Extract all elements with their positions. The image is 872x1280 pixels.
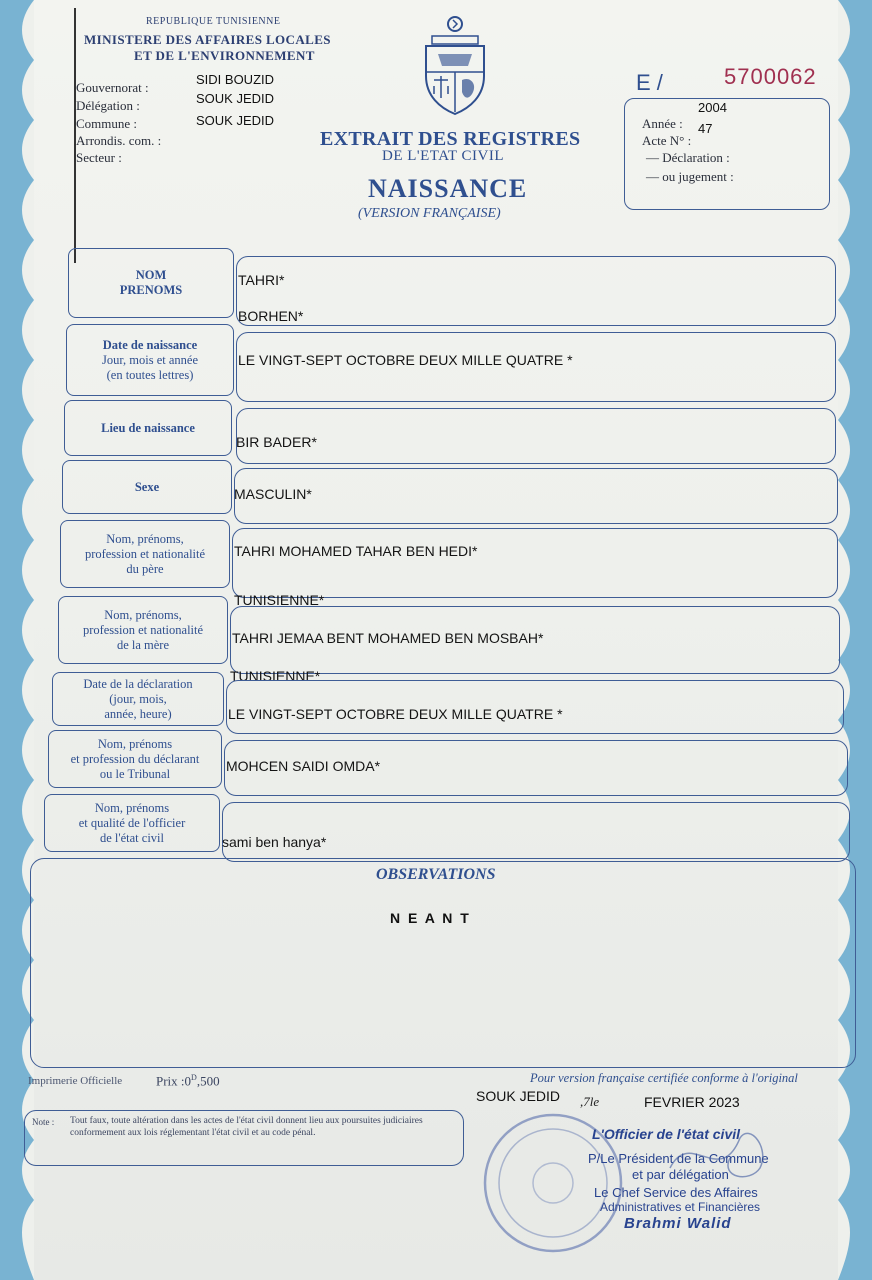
observations-box xyxy=(30,858,856,1068)
declarant-label-box xyxy=(48,730,222,788)
lieu-label: Lieu de naissance xyxy=(101,420,195,435)
day-value: ,7le xyxy=(580,1094,600,1109)
date-naissance-label: Date de naissance xyxy=(102,337,198,352)
place-value: SOUK JEDID xyxy=(476,1088,561,1104)
nom-label: NOM xyxy=(135,268,167,282)
republique-label: REPUBLIQUE TUNISIENNE xyxy=(146,16,281,27)
observations-title: OBSERVATIONS xyxy=(376,866,496,883)
left-security-border xyxy=(0,0,34,1280)
pere-value-box xyxy=(232,528,838,598)
ministere-line1: MINISTERE DES AFFAIRES LOCALES xyxy=(84,32,331,47)
right-security-border xyxy=(838,0,872,1280)
title-extrait: EXTRAIT DES REGISTRES xyxy=(320,128,581,150)
officier-value-box xyxy=(222,802,850,862)
title-etat-civil: DE L'ETAT CIVIL xyxy=(382,148,505,164)
legal-note-label: Note : xyxy=(32,1117,55,1127)
stamp-line-2: et par délégation xyxy=(632,1167,729,1182)
date-naissance-sublabel-1: Jour, mois et année xyxy=(101,352,198,367)
officier-label-1: Nom, prénoms xyxy=(94,800,170,815)
date-naissance-value: LE VINGT-SEPT OCTOBRE DEUX MILLE QUATRE * xyxy=(238,352,573,368)
sexe-label-box xyxy=(62,460,232,514)
registry-number: 5700062 xyxy=(724,64,817,89)
declaration-label-box xyxy=(52,672,224,726)
lieu-value-box xyxy=(236,408,836,464)
annee-label: Année : xyxy=(642,116,683,131)
pere-nationalite: TUNISIENNE* xyxy=(234,592,325,608)
declaration-label-2: (jour, mois, xyxy=(109,691,167,706)
delegation-value: SOUK JEDID xyxy=(196,91,275,106)
officier-value: sami ben hanya* xyxy=(222,834,327,850)
month-year-value: FEVRIER 2023 xyxy=(644,1094,740,1110)
sexe-value: MASCULIN* xyxy=(234,486,312,502)
mere-label-box xyxy=(58,596,228,664)
legal-note-text: Tout faux, toute altération dans les actes de l'état civil donnent lieu aux poursuites judiciaires conformement aux lois réglementant l'état civil et au code pénal. xyxy=(70,1116,423,1138)
nom-label-box xyxy=(68,248,234,318)
gouvernorat-value: SIDI BOUZID xyxy=(196,72,275,87)
pere-label-1: Nom, prénoms, xyxy=(106,531,184,546)
lieu-label-box xyxy=(64,400,232,456)
mere-label-1: Nom, prénoms, xyxy=(104,607,182,622)
declarant-label-3: ou le Tribunal xyxy=(99,766,171,781)
declarant-label-2: et profession du déclarant xyxy=(70,751,200,766)
gouvernorat-label: Gouvernorat : xyxy=(76,80,149,95)
prix-sup: D xyxy=(191,1073,197,1082)
registry-prefix: E / xyxy=(636,70,663,95)
officier-label-3: de l'état civil xyxy=(99,830,165,845)
observations-value: N E A N T xyxy=(390,910,471,926)
nom-value: TAHRI* xyxy=(238,272,285,288)
annee-value: 2004 xyxy=(698,100,727,115)
pere-label-3: du père xyxy=(126,561,164,576)
imprimerie-label: Imprimerie Officielle xyxy=(28,1075,123,1087)
pere-label-2: profession et nationalité xyxy=(84,546,206,561)
lieu-value: BIR BADER* xyxy=(236,434,317,450)
prix-label xyxy=(156,1073,220,1089)
mere-label-3: de la mère xyxy=(116,637,170,652)
declarant-label-1: Nom, prénoms xyxy=(97,736,173,751)
mere-nationalite: TUNISIENNE* xyxy=(230,668,321,684)
stamp-line-1: P/Le Président de la Commune xyxy=(588,1151,769,1166)
pere-value: TAHRI MOHAMED TAHAR BEN HEDI* xyxy=(234,543,478,559)
prix-rest: ,500 xyxy=(196,1073,220,1089)
stamp-line-4: Administratives et Financières xyxy=(600,1200,761,1214)
declaration-value: LE VINGT-SEPT OCTOBRE DEUX MILLE QUATRE * xyxy=(228,706,563,722)
prenom-value: BORHEN* xyxy=(238,308,304,324)
date-naissance-sublabel-2: (en toutes lettres) xyxy=(106,367,194,382)
title-naissance: NAISSANCE xyxy=(368,174,528,203)
commune-value: SOUK JEDID xyxy=(196,113,275,128)
acte-value: 47 xyxy=(698,121,713,136)
commune-label: Commune : xyxy=(76,116,138,131)
declaration-label: — Déclaration : xyxy=(646,150,730,165)
declaration-label-1: Date de la déclaration xyxy=(83,676,193,691)
stamp-name: Brahmi Walid xyxy=(624,1215,732,1232)
pere-label-box xyxy=(60,520,230,588)
officier-label-2: et qualité de l'officier xyxy=(78,815,186,830)
nom-value-box xyxy=(236,256,836,326)
sexe-value-box xyxy=(234,468,838,524)
jugement-label: — ou jugement : xyxy=(646,169,734,184)
arrondis-label: Arrondis. com. : xyxy=(76,133,162,148)
declarant-value: MOHCEN SAIDI OMDA* xyxy=(226,758,381,774)
prix-main: Prix :0 xyxy=(156,1073,192,1089)
title-version: (VERSION FRANÇAISE) xyxy=(358,206,501,221)
certifiee-conforme: Pour version française certifiée conforme à l'original xyxy=(530,1071,798,1085)
ministere-line2: ET DE L'ENVIRONNEMENT xyxy=(134,48,315,63)
declaration-label-3: année, heure) xyxy=(104,706,172,721)
officier-label-box xyxy=(44,794,220,852)
sexe-label: Sexe xyxy=(134,479,160,494)
prenoms-label: PRENOMS xyxy=(119,283,183,297)
mere-value: TAHRI JEMAA BENT MOHAMED BEN MOSBAH* xyxy=(232,630,544,646)
acte-label: Acte N° : xyxy=(642,133,692,148)
date-naissance-label-box xyxy=(66,324,234,396)
secteur-label: Secteur : xyxy=(76,150,122,165)
delegation-label: Délégation : xyxy=(76,98,140,113)
mere-label-2: profession et nationalité xyxy=(82,622,204,637)
officier-title: L'Officier de l'état civil xyxy=(592,1126,741,1142)
stamp-line-3: Le Chef Service des Affaires xyxy=(594,1185,758,1200)
coat-of-arms-emblem xyxy=(420,14,490,116)
handwritten-signature xyxy=(660,1118,780,1198)
